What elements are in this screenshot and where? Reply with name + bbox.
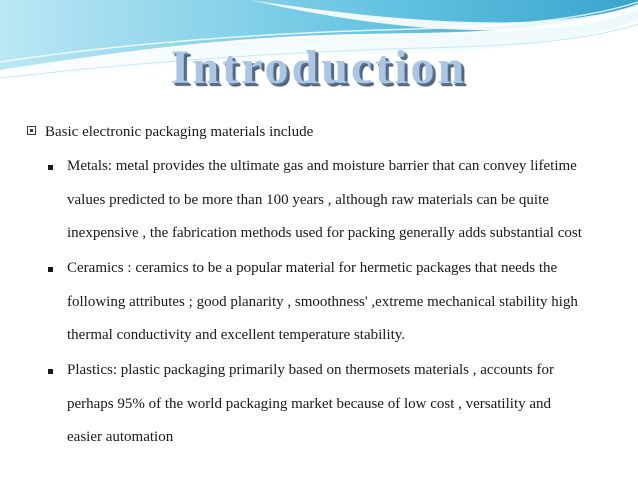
item-line: Ceramics : ceramics to be a popular material for hermetic packages that needs the [67,260,558,276]
item-line: thermal conductivity and excellent temperature stability. [67,327,406,343]
item-line: values predicted to be more than 100 years , although raw materials can be quite [67,191,549,208]
item-line: following attributes ; good planarity , smoothness' ,extreme mechanical stability high [67,293,578,310]
bullet-icon [48,165,53,170]
item-line: Plastics: plastic packaging primarily based on thermosets materials , accounts for [67,362,554,378]
item-line: Metals: metal provides the ultimate gas and moisture barrier that can convey lifetime [67,158,577,174]
list-item-ceramics [67,259,627,360]
bullet-icon [48,267,53,272]
item-line: inexpensive , the fabrication methods used for packing generally adds substantial cost [67,225,582,241]
slide-title: Introduction [170,41,468,94]
intro-text: Basic electronic packaging materials include [45,124,314,140]
bullet-icon [48,369,53,374]
list-item-plastics [67,361,627,462]
square-bullet-icon [27,126,36,135]
item-line: perhaps 95% of the world packaging market because of low cost , versatility and [67,395,552,412]
item-line: easier automation [67,429,174,445]
list-item-metals [67,157,627,258]
